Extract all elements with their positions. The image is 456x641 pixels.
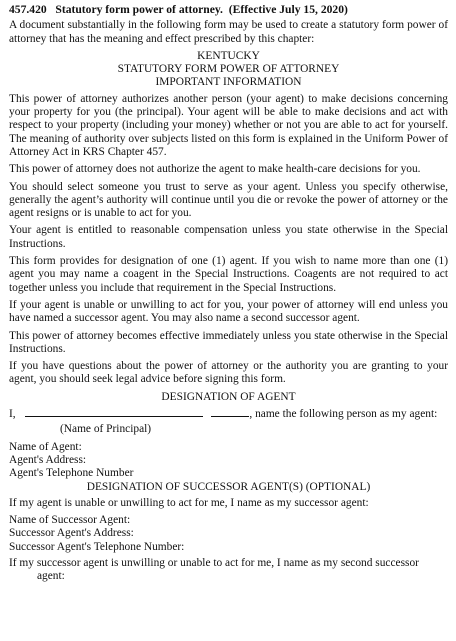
info-paragraph-3: You should select someone you trust to serve as your agent. Unless you specify otherwise, generally the agent’s authority will continue until you die or revoke the power of attorney or the agent resigns or is unable to act for you. — [9, 180, 448, 220]
info-title: IMPORTANT INFORMATION — [155, 76, 302, 89]
info-paragraph-8: If you have questions about the power of attorney or the authority you are granting to your agent, you should seek legal advice before signing this form. — [9, 360, 448, 386]
principal-caption: (Name of Principal) — [60, 423, 152, 436]
info-paragraph-1: This power of attorney authorizes another person (your agent) to make decisions concerning your property for you (the principal). Your agent will be able to make decisions and act with respect to your property (including your money) whether or not you are able to act for yourself. The meaning of authority over subjects listed on this form is explained in the Uniform Power of Attorney Act in KRS Chapter 457. — [9, 92, 448, 158]
form-title: STATUTORY FORM POWER OF ATTORNEY — [117, 63, 340, 76]
agent-phone-field[interactable]: Agent's Telephone Number — [9, 467, 134, 480]
principal-line — [9, 406, 448, 421]
intro-paragraph: A document substantially in the following form may be used to create a statutory form power of attorney that has the meaning and effect prescribed by this chapter: — [9, 19, 448, 45]
successor-name-field[interactable]: Name of Successor Agent: — [9, 514, 131, 527]
info-paragraph-2: This power of attorney does not authorize the agent to make health-care decisions for you. — [9, 163, 421, 176]
info-paragraph-5: This form provides for designation of one (1) agent. If you wish to name more than one (1) agent you may name a coagent in the Special Instructions. Coagents are not required to act together unless you include that requirement in the Special Instructions. — [9, 255, 448, 294]
state-title: KENTUCKY — [197, 49, 260, 62]
section-heading — [9, 3, 448, 16]
section-number: 457.420 — [9, 3, 47, 16]
effective-date: (Effective July 15, 2020) — [228, 3, 348, 16]
section-title: Statutory form power of attorney. — [55, 3, 223, 16]
successor-lead: If my agent is unable or unwilling to act for me, I name as my successor agent: — [9, 496, 369, 509]
successor-phone-field[interactable]: Successor Agent's Telephone Number: — [9, 540, 185, 553]
agent-name-field[interactable]: Name of Agent: — [9, 440, 82, 453]
agent-address-field[interactable]: Agent's Address: — [9, 453, 87, 466]
designation-title: DESIGNATION OF AGENT — [161, 390, 296, 403]
form-header — [9, 50, 448, 90]
info-paragraph-4: Your agent is entitled to reasonable compensation unless you state otherwise in the Special Instructions. — [9, 224, 448, 250]
principal-name-blank-2[interactable] — [211, 406, 249, 417]
info-paragraph-6: If your agent is unable or unwilling to act for you, your power of attorney will end unless you have named a successor agent. You may also name a second successor agent. — [9, 298, 448, 325]
successor-title: DESIGNATION OF SUCCESSOR AGENT(S) (OPTIONAL) — [86, 480, 371, 493]
principal-name-blank[interactable] — [25, 406, 203, 417]
principal-suffix: , name the following person as my agent: — [249, 408, 438, 421]
info-paragraph-7: This power of attorney becomes effective immediately unless you state otherwise in the Special Instructions. — [9, 329, 448, 355]
principal-prefix: I, — [9, 408, 16, 421]
successor-address-field[interactable]: Successor Agent's Address: — [9, 527, 134, 540]
second-successor-lead: If my successor agent is unwilling or unable to act for me, I name as my second successor agent: — [9, 556, 419, 583]
